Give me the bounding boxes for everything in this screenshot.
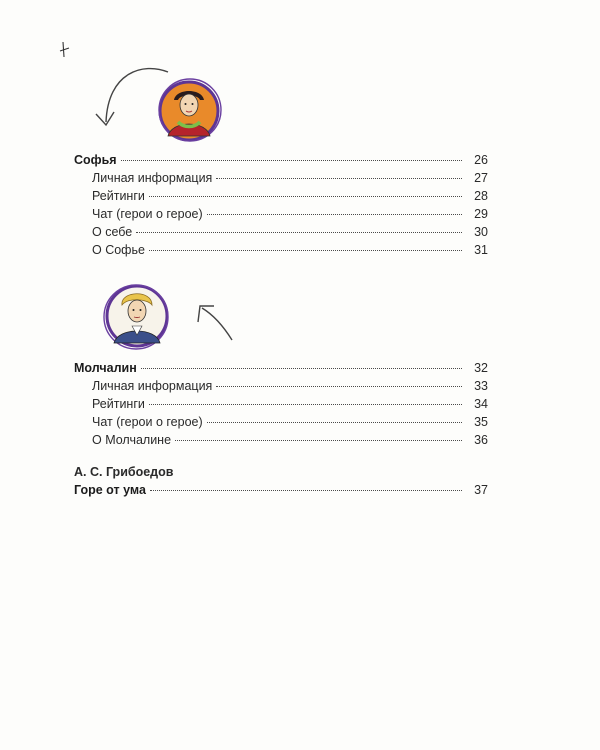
toc-entry-molchalin[interactable] <box>74 359 488 377</box>
toc-page-number: 37 <box>474 483 488 497</box>
dot-leader <box>150 490 462 491</box>
dot-leader <box>141 368 462 369</box>
toc-page-number: 32 <box>474 361 488 375</box>
toc-entry-label: О Молчалине <box>92 433 172 447</box>
toc-entry-work[interactable] <box>74 481 488 499</box>
dot-leader <box>207 422 462 423</box>
sofia-portrait-icon <box>156 78 222 144</box>
toc-page-number: 27 <box>474 171 488 185</box>
toc-entry-label: Софья <box>74 153 117 167</box>
toc-section-sofia <box>74 151 488 259</box>
pencil-mark-icon <box>58 40 72 60</box>
toc-entry-label: О Софье <box>92 243 145 257</box>
dot-leader <box>207 214 462 215</box>
toc-entry-sofia[interactable] <box>74 151 488 169</box>
author-name: А. С. Грибоедов <box>74 465 174 479</box>
toc-page-number: 30 <box>474 225 488 239</box>
toc-entry[interactable] <box>74 205 488 223</box>
dot-leader <box>136 232 462 233</box>
dot-leader <box>149 404 462 405</box>
dot-leader <box>175 440 462 441</box>
toc-section-work <box>74 481 488 499</box>
toc-page-number: 28 <box>474 189 488 203</box>
toc-section-molchalin <box>74 359 488 449</box>
toc-entry[interactable] <box>74 395 488 413</box>
toc-entry-label: О себе <box>92 225 133 239</box>
toc-entry[interactable] <box>74 431 488 449</box>
dot-leader <box>216 178 462 179</box>
toc-page-number: 34 <box>474 397 488 411</box>
toc-entry-label: Чат (герои о герое) <box>92 207 203 221</box>
toc-entry[interactable] <box>74 377 488 395</box>
toc-entry[interactable] <box>74 223 488 241</box>
toc-entry-label: Чат (герои о герое) <box>92 415 203 429</box>
toc-page-number: 26 <box>474 153 488 167</box>
toc-entry[interactable] <box>74 187 488 205</box>
toc-page-number: 33 <box>474 379 488 393</box>
toc-entry[interactable] <box>74 241 488 259</box>
dot-leader <box>149 196 462 197</box>
toc-page-number: 36 <box>474 433 488 447</box>
toc-entry-label: Личная информация <box>92 171 213 185</box>
dot-leader <box>149 250 462 251</box>
arrow-doodle-icon <box>192 300 238 344</box>
toc-entry[interactable] <box>74 413 488 431</box>
toc-page-number: 31 <box>474 243 488 257</box>
toc-page-number: 35 <box>474 415 488 429</box>
toc-entry[interactable] <box>74 169 488 187</box>
dot-leader <box>121 160 462 161</box>
toc-entry-label: Рейтинги <box>92 189 145 203</box>
toc-entry-label: Личная информация <box>92 379 213 393</box>
toc-page-number: 29 <box>474 207 488 221</box>
dot-leader <box>216 386 462 387</box>
toc-entry-label: Рейтинги <box>92 397 145 411</box>
molchalin-portrait-icon <box>102 281 172 351</box>
toc-entry-label: Молчалин <box>74 361 137 375</box>
toc-entry-label: Горе от ума <box>74 483 146 497</box>
